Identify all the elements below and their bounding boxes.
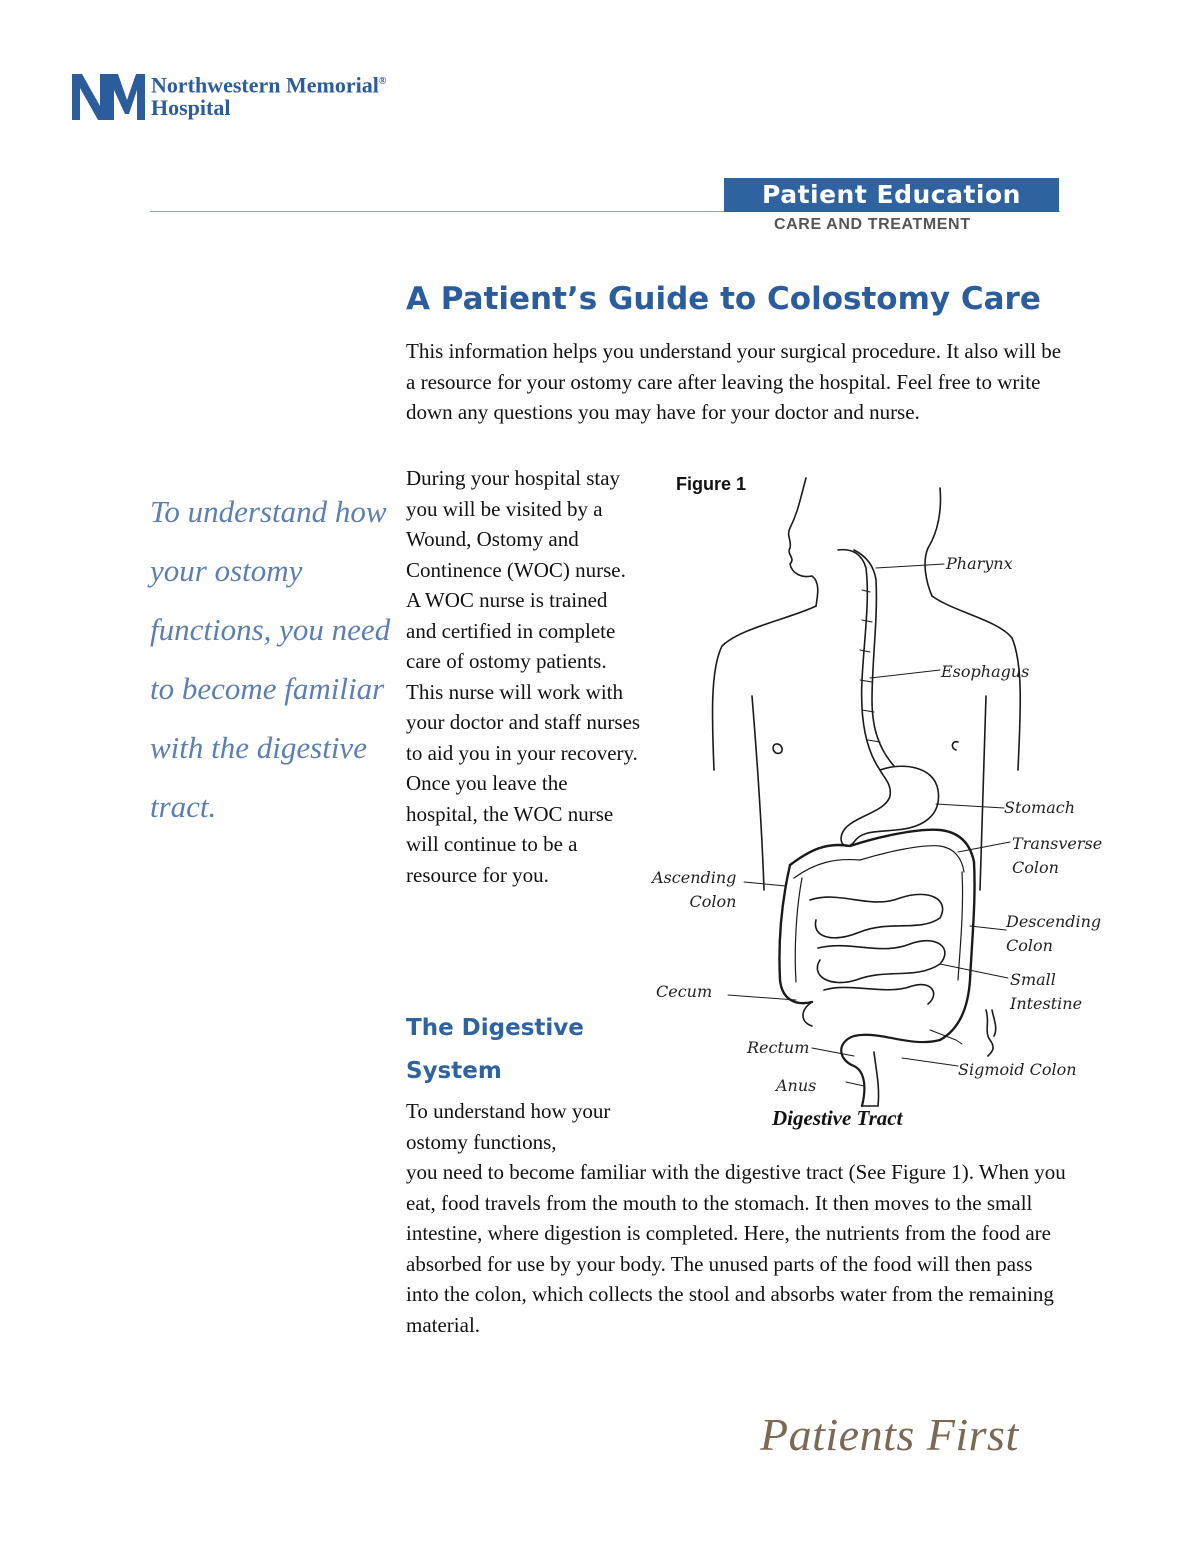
figure-label: Figure 1 (676, 474, 747, 494)
label-stomach: Stomach (1004, 798, 1075, 817)
section-heading-line1: The Digestive (406, 1015, 584, 1041)
footer-tagline: Patients First (760, 1409, 1019, 1460)
hospital-name-line1: Northwestern Memorial (151, 72, 379, 98)
document-title: A Patient’s Guide to Colostomy Care (406, 281, 1041, 317)
hospital-name-line2: Hospital (151, 95, 231, 121)
digestive-paragraph-rest: you need to become familiar with the digestive tract (See Figure 1). When you eat, food travels from the mouth to the stomach. It then moves to the small intestine, where digestion is completed. Here, the nutrients from the food are absorbed for use by your body. The unused parts of the food will then pass into the colon, which collects the stool and absorbs water from the remaining material. (406, 1160, 1066, 1337)
hospital-logo-mark (70, 70, 146, 122)
section-heading-line2: System (406, 1058, 502, 1084)
label-esophagus: Esophagus (941, 662, 1030, 681)
label-descending-colon: Descending Colon (1006, 912, 1102, 955)
label-transverse-colon: Transverse Colon (1012, 834, 1103, 877)
category-label: CARE AND TREATMENT (774, 216, 971, 233)
label-cecum: Cecum (656, 982, 713, 1001)
intro-paragraph: This information helps you understand your surgical procedure. It also will be a resource for your ostomy care after leaving the hospital. Feel free to write down any questions you may have for your doctor and nurse. (406, 339, 1062, 424)
hospital-name (151, 70, 386, 119)
label-small-intestine: Small Intestine (1010, 970, 1083, 1013)
label-sigmoid-colon: Sigmoid Colon (958, 1060, 1077, 1079)
pull-quote: To understand how your ostomy functions, you need to become familiar with the digestive tract. (150, 494, 391, 824)
label-pharynx: Pharynx (946, 554, 1013, 573)
label-rectum: Rectum (747, 1038, 810, 1057)
figure-caption: Digestive Tract (772, 1106, 903, 1130)
patient-education-banner: Patient Education (724, 178, 1059, 212)
digestive-paragraph-start: To understand how your ostomy functions, (406, 1099, 611, 1154)
label-ascending-colon: Ascending Colon (652, 868, 737, 911)
section-heading (406, 1007, 584, 1093)
label-anus: Anus (776, 1076, 817, 1095)
woc-nurse-paragraph: During your hospital stay you will be visited by a Wound, Ostomy and Continence (WOC) nurse. A WOC nurse is trained and certified in complete care of ostomy patients. This nurse will work with your doctor and staff nurses to aid you in your recovery. Once you leave the hospital, the WOC nurse will continue to be a resource for you. (406, 466, 641, 887)
registered-mark: ® (378, 76, 387, 87)
